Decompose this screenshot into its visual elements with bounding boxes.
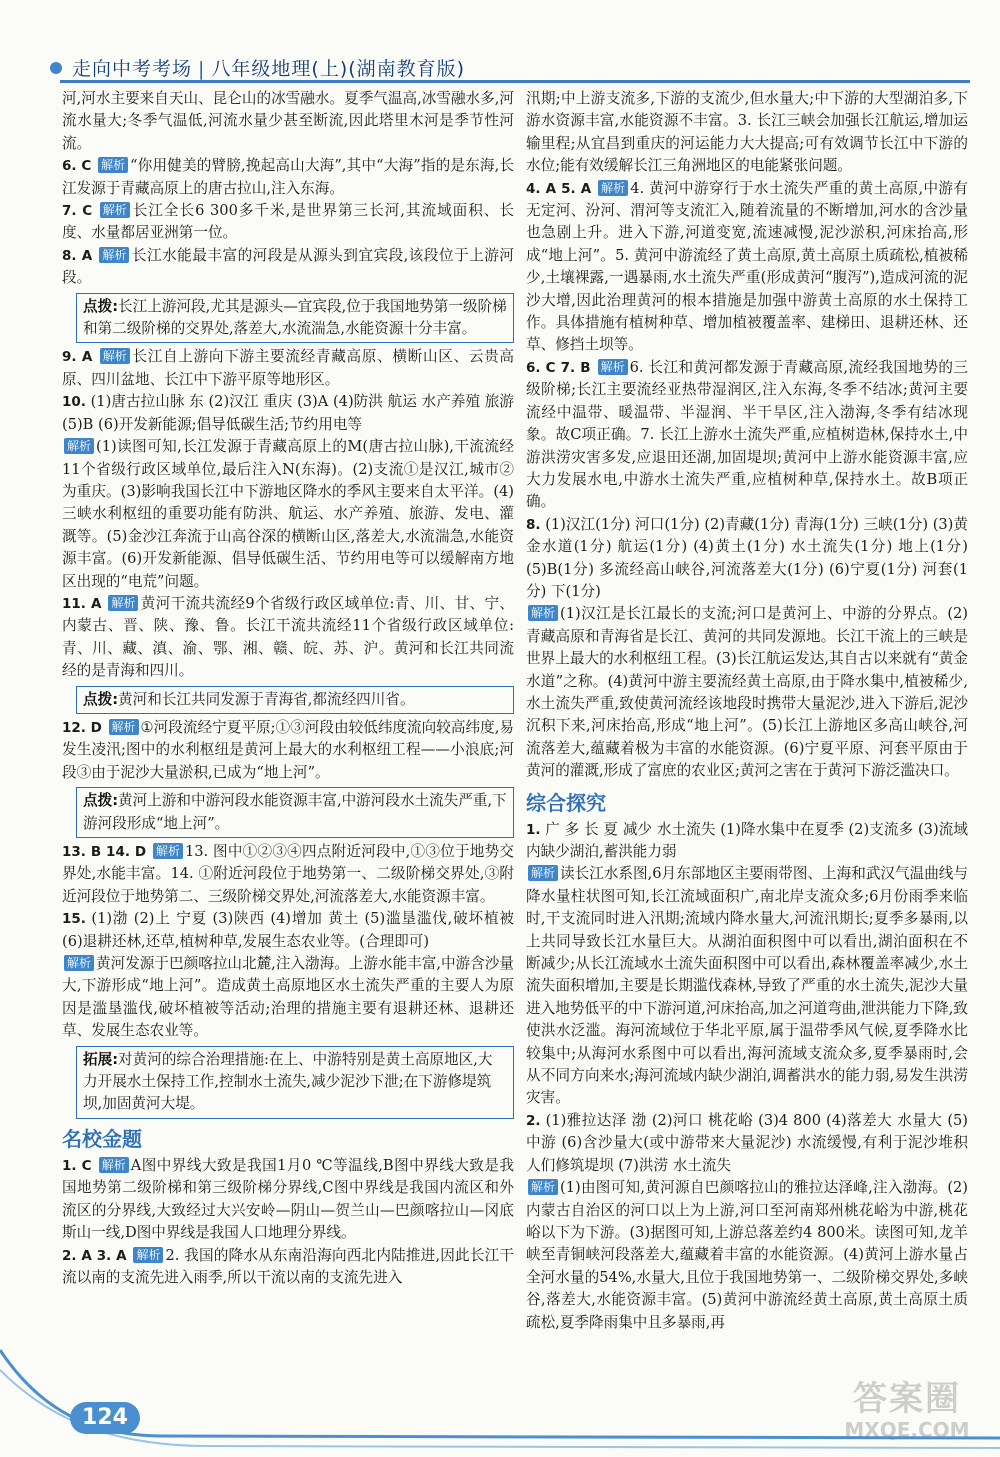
tip-box	[76, 1046, 514, 1119]
analysis-tag: 解析	[108, 595, 138, 611]
answer-text: 2. 我国的降水从东南沿海向西北内陆推进,因此长江干流以南的支流先进入雨季,所以干流以南的支流先进入	[62, 1246, 514, 1286]
question-number: 11. A	[62, 595, 102, 612]
section-heading: 名校金题	[62, 1126, 142, 1151]
answer-item	[526, 178, 968, 357]
header-title: 走向中考考场 | 八年级地理(上)(湖南教育版)	[72, 58, 466, 80]
answer-text: 长江全长6 300多千米,是世界第三长河,其流域面积、长度、水量都居亚洲第一位。	[62, 202, 515, 242]
answer-item	[62, 245, 514, 290]
tip-text: 长江上游河段,尤其是源头—宜宾段,位于我国地势第一级阶梯和第二级阶梯的交界处,落差大,水流湍急,水能资源十分丰富。	[83, 297, 507, 338]
analysis-tag: 解析	[64, 438, 94, 454]
question-number: 6. C	[62, 158, 92, 175]
answer-item	[62, 841, 514, 908]
tip-text: 黄河和长江共同发源于青海省,都流经四川省。	[118, 690, 415, 708]
answer-item	[62, 953, 514, 1043]
answer-item	[62, 391, 514, 436]
watermark-url: MXQE.COM	[844, 1418, 970, 1442]
question-number: 4. A 5. A	[526, 180, 592, 197]
answer-text: (1)汉江是长江最长的支流;河口是黄河上、中游的分界点。(2)青藏高原和青海省是长江、黄河的共同发源地。长江干流上的三峡是世界上最大的水利枢纽工程。(3)长江航运发达,其自古以来就有“黄金水道”之称。(4)黄河中游主要流经黄土高原,由于降水集中,植被稀少,水土流失严重,致使黄河流经该地段时携带大量泥沙,进入下游后,泥沙沉积下来,河床抬高,形成“地上河”。(5)长江上游地区多高山峡谷,河流落差大,蕴藏着极为丰富的水能资源。(6)宁夏平原、河套平原由于黄河的灌溉,形成了富庶的农业区;黄河之害在于黄河下游泛滥决口。	[526, 605, 968, 780]
analysis-tag: 解析	[99, 1157, 129, 1173]
answer-text: ①河段流经宁夏平原;①③河段由较低纬度流向较高纬度,易发生凌汛;图中的水利枢纽是黄河上最大的水利枢纽工程——小浪底;河段③由于泥沙大量淤积,已成为“地上河”。	[62, 718, 514, 781]
analysis-tag: 解析	[109, 719, 139, 735]
question-number: 6. C 7. B	[526, 359, 591, 376]
analysis-tag: 解析	[100, 348, 130, 364]
question-number: 8. A	[62, 247, 93, 264]
analysis-tag: 解析	[528, 605, 558, 621]
answer-text: 河,河水主要来自天山、昆仑山的冰雪融水。夏季气温高,冰雪融水多,河流水量大;冬季气温低,河流水量少甚至断流,因此塔里木河是季节性河流。	[62, 90, 514, 152]
answer-item	[62, 1155, 514, 1245]
answer-text: 广 多 长 夏 减少 水土流失 (1)降水集中在夏季 (2)支流多 (3)流域内缺少湖泊,蓄洪能力弱	[526, 820, 968, 860]
answer-text: (1)雅拉达泽 渤 (2)河口 桃花峪 (3)4 800 (4)落差大 水量大 (5)中游 (6)含沙量大(或中游带来大量泥沙) 水流缓慢,有利于泥沙堆积 人们修筑堤坝 (7)洪涝 水土流失	[526, 1111, 968, 1174]
question-number: 1.	[526, 821, 541, 838]
answer-item	[62, 593, 514, 683]
answer-text: 13. 图中①②③④四点附近河段中,①③位于地势交界处,水能丰富。14. ①附近河段位于地势第一、二级阶梯交界处,③附近河段位于地势第二、三级阶梯交界处,河流落差大,水能资源丰富。	[62, 843, 514, 905]
answer-text: 4. 黄河中游穿行于水土流失严重的黄土高原,中游有无定河、汾河、渭河等支流汇入,随着流量的不断增加,河水的含沙量也急剧上升。进入下游,河道变宽,流速减慢,泥沙淤积,河床抬高,形成“地上河”。5. 黄河中游流经了黄土高原,黄土高原土质疏松,植被稀少,土壤裸露,一遇暴雨,水土流失严重(形成黄河“腹泻”),造成河流的泥沙大增,因此治理黄河的根本措施是加强中游黄土高原的水土保持工作。具体措施有植树种草、增加植被覆盖率、建梯田、退耕还林、还草、修挡土坝等。	[526, 179, 968, 354]
left-column	[62, 88, 514, 1289]
answer-item	[62, 1245, 514, 1290]
page-number: 124	[70, 1402, 140, 1434]
tip-text: 对黄河的综合治理措施:在上、中游特别是黄土高原地区,大力开展水土保持工作,控制水土流失,减少泥沙下泄;在下游修堤筑坝,加固黄河大堤。	[83, 1050, 493, 1113]
answer-item	[526, 514, 968, 604]
right-column	[526, 88, 968, 1334]
analysis-tag: 解析	[598, 359, 628, 375]
question-number: 2. A 3. A	[62, 1247, 127, 1264]
analysis-tag: 解析	[598, 180, 628, 196]
analysis-tag: 解析	[528, 865, 558, 881]
question-number: 9. A	[62, 349, 93, 366]
answer-item	[62, 717, 514, 784]
question-number: 12. D	[62, 719, 102, 736]
header-bullet-icon	[50, 62, 62, 74]
watermark-title: 答案圈	[853, 1379, 961, 1419]
analysis-tag: 解析	[153, 843, 183, 859]
answer-item	[526, 819, 968, 864]
tip-title: 点拨:	[83, 792, 119, 810]
answer-text: 读长江水系图,6月东部地区主要雨带图、上海和武汉气温曲线与降水量柱状图可知,长江流域面积广,南北岸支流众多;6月份雨季来临时,干支流同时进入汛期;流域内降水量大,河流汛期长;夏季多暴雨,以上共同导致长江水量巨大。从湖泊面积图中可以看出,湖泊面积在不断减少;从长江流域水土流失面积图中可以看出,森林覆盖率减少,水土流失面积增加,主要是长期滥伐森林,导致了严重的水土流失,泥沙大量进入地势低平的中下游河道,河床抬高,加之河道弯曲,泄洪能力下降,致使洪水泛滥。海河流域位于华北平原,属于温带季风气候,夏季降水比较集中;从海河水系图中可以看出,海河流域支流众多,夏季暴雨时,会从不同方向来水;海河流域内缺少湖泊,调蓄洪水的能力弱,易发生洪涝灾害。	[526, 865, 968, 1107]
answer-text: “你用健美的臂膀,挽起高山大海”,其中“大海”指的是东海,长江发源于青藏高原上的唐古拉山,注入东海。	[62, 157, 515, 197]
answer-text: 6. 长江和黄河都发源于青藏高原,流经我国地势的三级阶梯;长江主要流经亚热带湿润区,注入东海,冬季不结冰;黄河主要流经中温带、暖温带、半湿润、半干旱区,注入渤海,冬季有结冰现象。故C项正确。7. 长江上游水土流失严重,应植树造林,保持水土,中游洪涝灾害多发,应退田还湖,加固堤坝;黄河中上游水能资源丰富,应大力发展水电,中游水土流失严重,应植树种草,保持水土。故B项正确。	[526, 358, 968, 511]
book-series: 走向中考考场	[72, 58, 193, 80]
tip-text: 黄河上游和中游河段水能资源丰富,中游河段水土流失严重,下游河段形成“地上河”。	[83, 792, 507, 832]
question-number: 13. B 14. D	[62, 844, 147, 860]
answer-text: 黄河发源于巴颜喀拉山北麓,注入渤海。上游水能丰富,中游含沙量大,下游形成“地上河”。造成黄土高原地区水土流失严重的主要人为原因是滥垦滥伐,破坏植被等活动;治理的措施主要有退耕还林、退耕还草、发展生态农业等。	[62, 955, 514, 1040]
answer-item	[62, 88, 514, 155]
analysis-tag: 解析	[98, 157, 128, 173]
answer-text: (1)汉江(1分) 河口(1分) (2)青藏(1分) 青海(1分) 三峡(1分) (3)黄金水道(1分) 航运(1分) (4)黄土(1分) 水土流失(1分) 地上(1分) (5)B(1分) 多流经高山峡谷,河流落差大(1分) (6)宁夏(1分) 河套(1分) 下(1分)	[526, 515, 969, 600]
answer-item	[526, 357, 968, 514]
answer-text: 黄河干流共流经9个省级行政区域单位:青、川、甘、宁、内蒙古、晋、陕、豫、鲁。长江干流共流经11个省级行政区域单位:青、川、藏、滇、渝、鄂、湘、赣、皖、苏、沪。黄河和长江共同流经的是青海和四川。	[62, 594, 514, 680]
tip-box	[76, 686, 514, 714]
page-header	[0, 0, 1000, 84]
answer-text: A图中界线大致是我国1月0 ℃等温线,B图中界线大致是我国地势第二级阶梯和第三级阶梯分界线,C图中界线是我国内流区和外流区的分界线,大致经过大兴安岭—阴山—贺兰山—巴颜喀拉山—冈底斯山一线,D图中界线是我国人口地理分界线。	[62, 1156, 514, 1242]
answer-item	[62, 436, 514, 593]
answer-item	[526, 863, 968, 1109]
analysis-tag: 解析	[133, 1247, 163, 1263]
answer-text: (1)由图可知,黄河源自巴颜喀拉山的雅拉达泽峰,注入渤海。(2)内蒙古自治区的河口以上为上游,河口至河南郑州桃花峪为中游,桃花峪以下为下游。(3)据图可知,上游总落差约4 800米。读图可知,龙羊峡至青铜峡河段落差大,蕴藏着丰富的水能资源。(4)黄河上游水量占全河水量的54%,水量大,且位于我国地势第一、二级阶梯交界处,多峡谷,落差大,水能资源丰富。(5)黄河中游流经黄土高原,黄土高原土质疏松,夏季降雨集中且多暴雨,再	[526, 1179, 968, 1331]
answer-item	[526, 1110, 968, 1177]
answer-item	[526, 88, 968, 178]
watermark	[822, 1380, 992, 1450]
tip-box	[76, 787, 514, 838]
answer-item	[62, 908, 514, 953]
tip-title: 拓展:	[83, 1050, 119, 1068]
section-heading: 综合探究	[526, 790, 606, 815]
answer-text: (1)唐古拉山脉 东 (2)汉江 重庆 (3)A (4)防洪 航运 水产养殖 旅游 (5)B (6)开发新能源;倡导低碳生活;节约用电等	[62, 393, 515, 433]
answer-item	[526, 603, 968, 782]
question-number: 8.	[526, 516, 541, 533]
book-subject: 八年级地理(上)	[211, 58, 349, 80]
answer-text: 汛期;中上游支流多,下游的支流少,但水量大;中下游的大型湖泊多,下游水资源丰富,水能资源不丰富。3. 长江三峡会加强长江航运,增加运输里程;从宜昌到重庆的河运能力大大提高;可有效调节长江中下游的水位;能有效缓解长江三角洲地区的电能紧张问题。	[526, 90, 968, 175]
analysis-tag: 解析	[99, 247, 129, 263]
answer-text: (1)渤 (2)上 宁夏 (3)陕西 (4)增加 黄土 (5)滥垦滥伐,破坏植被 (6)退耕还林,还草,植树种草,发展生态农业等。(合理即可)	[62, 910, 515, 950]
answer-text: 长江水能最丰富的河段是从源头到宜宾段,该段位于上游河段。	[62, 246, 515, 287]
question-number: 2.	[526, 1112, 541, 1129]
answer-item	[526, 1177, 968, 1334]
tip-box	[76, 293, 514, 344]
analysis-tag: 解析	[100, 202, 130, 218]
analysis-tag: 解析	[64, 955, 94, 971]
book-edition: (湖南教育版)	[348, 58, 466, 80]
header-rule	[60, 80, 970, 83]
tip-title: 点拨:	[83, 690, 119, 708]
question-number: 1. C	[62, 1157, 92, 1174]
question-number: 7. C	[62, 203, 93, 220]
tip-title: 点拨:	[83, 297, 119, 315]
answer-item	[62, 155, 514, 200]
analysis-tag: 解析	[528, 1179, 558, 1195]
answer-item	[62, 346, 514, 391]
question-number: 10.	[62, 394, 86, 411]
question-number: 15.	[62, 911, 86, 928]
answer-text: (1)读图可知,长江发源于青藏高原上的M(唐古拉山脉),干流流经11个省级行政区域单位,最后注入N(东海)。(2)支流①是汉江,城市②为重庆。(3)影响我国长江中下游地区降水的季风主要来自太平洋。(4)三峡水利枢纽的重要功能有防洪、航运、水产养殖、旅游、发电、灌溉等。(5)金沙江奔流于山高谷深的横断山区,落差大,水流湍急,水能资源丰富。(6)开发新能源、倡导低碳生活、节约用电等可以缓解南方地区出现的“电荒”问题。	[62, 438, 514, 590]
answer-item	[62, 200, 514, 245]
answer-text: 长江自上游向下游主要流经青藏高原、横断山区、云贵高原、四川盆地、长江中下游平原等地形区。	[62, 348, 514, 388]
